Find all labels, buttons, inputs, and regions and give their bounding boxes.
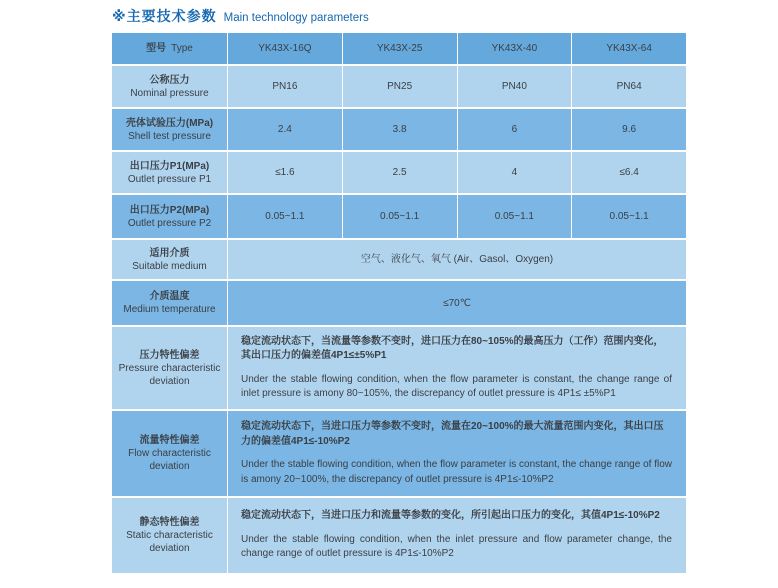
header-model-col-1: YK43X-16Q (228, 33, 342, 64)
row-label-nominal-pressure: 公称压力 Nominal pressure (112, 66, 227, 107)
parameters-table (112, 33, 686, 573)
header-type-label-en: Type (171, 43, 193, 54)
cell-shell-test-2: 3.8 (343, 109, 457, 150)
flow-characteristic-text-zh: 稳定流动状态下，当进口压力等参数不变时，流量在20~100%的最大流量范围内变化，其出口压力的偏差值4P1≤-10%P2 (241, 421, 664, 447)
cell-shell-test-1: 2.4 (228, 109, 342, 150)
row-label-outlet-pressure-p2: 出口压力P2(MPa) Outlet pressure P2 (112, 195, 227, 238)
pressure-characteristic-text-zh: 稳定流动状态下，当流量等参数不变时，进口压力在80~105%的最高压力（工作）范围内变化，其出口压力的偏差值4P1≤±5%P1 (241, 335, 664, 361)
cell-pressure-characteristic-text (228, 327, 686, 409)
static-characteristic-text-en: Under the stable flowing condition, when the inlet pressure and flow parameter change, the change range of outlet pressure is 4P1≤-10%P2 (241, 533, 672, 560)
header-model-col-4: YK43X-64 (572, 33, 686, 64)
section-title-zh: ※主要技术参数 (112, 8, 217, 24)
row-label-outlet-pressure-p1: 出口压力P1(MPa) Outlet pressure P1 (112, 152, 227, 193)
cell-outlet-p2-4: 0.05~1.1 (572, 195, 686, 238)
row-label-medium-temperature: 介质温度 Medium temperature (112, 281, 227, 325)
cell-static-characteristic-text (228, 498, 686, 573)
pressure-characteristic-text-en: Under the stable flowing condition, when the flow parameter is constant, the change range of inlet pressure is amony 80~105%, the discrepancy of outlet pressure is 4P1≤ ±5%P1 (241, 373, 672, 399)
cell-outlet-p1-3: 4 (458, 152, 572, 193)
section-title (112, 6, 369, 26)
header-type-label (112, 33, 227, 64)
cell-nominal-pressure-3: PN40 (458, 66, 572, 107)
row-label-shell-test-pressure: 壳体试验压力(MPa) Shell test pressure (112, 109, 227, 150)
row-label-flow-characteristic-deviation: 流量特性偏差 Flow characteristic deviation (112, 411, 227, 496)
cell-outlet-p1-2: 2.5 (343, 152, 457, 193)
cell-outlet-p1-4: ≤6.4 (572, 152, 686, 193)
section-title-en: Main technology parameters (223, 12, 369, 24)
cell-outlet-p1-1: ≤1.6 (228, 152, 342, 193)
cell-shell-test-3: 6 (458, 109, 572, 150)
cell-medium-temperature-value: ≤70℃ (228, 281, 686, 325)
cell-shell-test-4: 9.6 (572, 109, 686, 150)
cell-outlet-p2-3: 0.05~1.1 (458, 195, 572, 238)
row-label-suitable-medium: 适用介质 Suitable medium (112, 240, 227, 279)
cell-outlet-p2-1: 0.05~1.1 (228, 195, 342, 238)
cell-nominal-pressure-1: PN16 (228, 66, 342, 107)
header-model-col-3: YK43X-40 (458, 33, 572, 64)
header-model-col-2: YK43X-25 (343, 33, 457, 64)
cell-outlet-p2-2: 0.05~1.1 (343, 195, 457, 238)
header-type-label-zh: 型号 (146, 43, 167, 54)
flow-characteristic-text-en: Under the stable flowing condition, when the flow parameter is constant, the change range of flow is amony 20~100%, the discrepancy of outlet pressure is 4P1≤-10%P2 (241, 459, 672, 485)
row-label-static-characteristic-deviation: 静态特性偏差 Static characteristic deviation (112, 498, 227, 573)
cell-nominal-pressure-2: PN25 (343, 66, 457, 107)
static-characteristic-text-zh: 稳定流动状态下，当进口压力和流量等参数的变化，所引起出口压力的变化，其值4P1≤-10%P2 (241, 510, 660, 522)
row-label-pressure-characteristic-deviation: 压力特性偏差 Pressure characteristic deviation (112, 327, 227, 409)
cell-flow-characteristic-text (228, 411, 686, 496)
cell-suitable-medium-value: 空气、液化气、氧气 (Air、Gasol、Oxygen) (228, 240, 686, 279)
cell-nominal-pressure-4: PN64 (572, 66, 686, 107)
